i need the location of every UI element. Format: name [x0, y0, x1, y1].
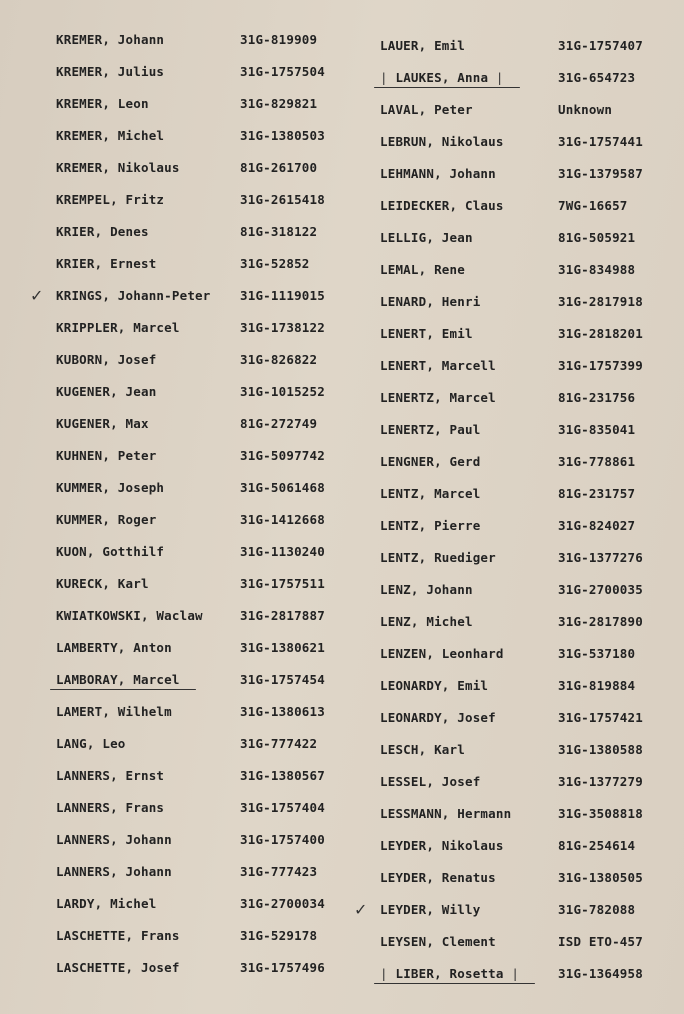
service-number: 31G-1757407: [558, 38, 643, 53]
person-name: [380, 798, 511, 830]
service-number: 31G-1757421: [558, 710, 643, 725]
list-item: [48, 312, 348, 344]
name-text: KURECK, Karl: [56, 576, 149, 591]
list-item: [48, 344, 348, 376]
name-text: KUHNEN, Peter: [56, 448, 157, 463]
name-text: LENERT, Marcell: [380, 358, 496, 373]
person-name: [380, 542, 496, 574]
name-text: KUON, Gotthilf: [56, 544, 165, 559]
checkmark-icon: ✓: [354, 900, 368, 919]
person-name: [56, 664, 180, 696]
person-name: [380, 94, 473, 126]
name-text: KREMER, Michel: [56, 128, 165, 143]
name-text: LANNERS, Frans: [56, 800, 165, 815]
left-name-column: [30, 24, 348, 984]
service-number: 31G-777423: [240, 864, 318, 879]
service-number: 31G-5097742: [240, 448, 325, 463]
service-number: 31G-2700035: [558, 582, 643, 597]
service-number: 81G-261700: [240, 160, 318, 175]
name-text: LEHMANN, Johann: [380, 166, 496, 181]
list-item: [372, 862, 672, 894]
service-number: 31G-2615418: [240, 192, 325, 207]
list-item: [372, 126, 672, 158]
list-item: [48, 696, 348, 728]
person-name: [56, 600, 203, 632]
person-name: [56, 792, 164, 824]
service-number: 31G-2818201: [558, 326, 643, 341]
list-item: [48, 376, 348, 408]
bracket-mark: |: [495, 70, 504, 85]
service-number: 31G-1380613: [240, 704, 325, 719]
list-item: [48, 216, 348, 248]
name-text: KRIPPLER, Marcel: [56, 320, 180, 335]
name-text: KRINGS, Johann-Peter: [56, 288, 211, 303]
name-text: KWIATKOWSKI, Waclaw: [56, 608, 203, 623]
service-number: 31G-2817918: [558, 294, 643, 309]
list-item: [372, 30, 672, 62]
name-text: LARDY, Michel: [56, 896, 157, 911]
person-name: [380, 30, 465, 62]
list-item: [48, 856, 348, 888]
person-name: [56, 696, 172, 728]
name-text: LEYDER, Willy: [380, 902, 481, 917]
person-name: [380, 510, 480, 542]
name-text: LAMBERTY, Anton: [56, 640, 172, 655]
name-text: KRIER, Denes: [56, 224, 149, 239]
service-number: 31G-1364958: [558, 966, 643, 981]
person-name: [380, 734, 465, 766]
list-item: [48, 152, 348, 184]
person-name: [380, 254, 465, 286]
list-item: [372, 222, 672, 254]
list-item: [372, 382, 672, 414]
service-number: 31G-1757511: [240, 576, 325, 591]
service-number: 31G-835041: [558, 422, 636, 437]
person-name: [380, 478, 480, 510]
checkmark-icon: ✓: [30, 286, 44, 305]
list-item: [48, 600, 348, 632]
person-name: [380, 414, 480, 446]
name-text: KREMER, Leon: [56, 96, 149, 111]
person-name: [380, 670, 488, 702]
person-name: [380, 126, 504, 158]
person-name: [380, 318, 473, 350]
list-item: [48, 792, 348, 824]
service-number: Unknown: [558, 102, 613, 117]
service-number: 31G-529178: [240, 928, 318, 943]
person-name: [380, 926, 496, 958]
list-item: [48, 664, 348, 696]
bracket-mark: |: [511, 966, 520, 981]
name-text: KREMPEL, Fritz: [56, 192, 165, 207]
name-text: LELLIG, Jean: [380, 230, 473, 245]
list-item: [48, 120, 348, 152]
name-text: LAUER, Emil: [380, 38, 465, 53]
service-number: 31G-1380505: [558, 870, 643, 885]
service-number: 31G-1757404: [240, 800, 325, 815]
right-name-column: [354, 30, 672, 990]
list-item: [372, 734, 672, 766]
list-item: [48, 568, 348, 600]
name-text: LENERTZ, Marcel: [380, 390, 496, 405]
service-number: 31G-1380503: [240, 128, 325, 143]
person-name: [380, 766, 480, 798]
list-item: [48, 88, 348, 120]
list-item: [372, 702, 672, 734]
list-item: [48, 472, 348, 504]
name-text: LENTZ, Pierre: [380, 518, 481, 533]
list-item: [354, 894, 672, 926]
list-item: [48, 920, 348, 952]
list-item: [372, 254, 672, 286]
list-item: [48, 824, 348, 856]
list-item: [372, 158, 672, 190]
person-name: [56, 120, 164, 152]
name-text: LANG, Leo: [56, 736, 126, 751]
person-name: [56, 888, 156, 920]
list-item: [372, 574, 672, 606]
name-text: LENARD, Henri: [380, 294, 481, 309]
person-name: [56, 472, 164, 504]
person-name: [56, 376, 156, 408]
service-number: 31G-1757400: [240, 832, 325, 847]
service-number: 31G-1757441: [558, 134, 643, 149]
service-number: 7WG-16657: [558, 198, 628, 213]
name-text: LENERT, Emil: [380, 326, 473, 341]
list-item: [372, 638, 672, 670]
service-number: 31G-1377276: [558, 550, 643, 565]
service-number: 31G-1377279: [558, 774, 643, 789]
service-number: 31G-1379587: [558, 166, 643, 181]
list-item: [372, 542, 672, 574]
person-name: [56, 312, 180, 344]
list-item: [48, 952, 348, 984]
person-name: [380, 638, 504, 670]
service-number: 31G-834988: [558, 262, 636, 277]
name-text: LEBRUN, Nikolaus: [380, 134, 504, 149]
name-text: LAUKES, Anna: [395, 70, 489, 85]
list-item: [372, 798, 672, 830]
person-name: [56, 504, 156, 536]
name-text: LENERTZ, Paul: [380, 422, 481, 437]
service-number: 31G-2700034: [240, 896, 325, 911]
list-item: [372, 286, 672, 318]
service-number: 31G-1738122: [240, 320, 325, 335]
list-item: [48, 536, 348, 568]
service-number: 81G-318122: [240, 224, 318, 239]
person-name: [380, 382, 496, 414]
service-number: 81G-231756: [558, 390, 636, 405]
service-number: 31G-1130240: [240, 544, 325, 559]
service-number: 31G-1412668: [240, 512, 325, 527]
service-number: 31G-654723: [558, 70, 636, 85]
service-number: 31G-537180: [558, 646, 636, 661]
service-number: 31G-824027: [558, 518, 636, 533]
person-name: [56, 248, 156, 280]
service-number: 81G-272749: [240, 416, 318, 431]
name-text: KREMER, Julius: [56, 64, 165, 79]
list-item: [48, 184, 348, 216]
bracket-mark: |: [380, 966, 388, 981]
name-text: LEYDER, Nikolaus: [380, 838, 504, 853]
service-number: 31G-829821: [240, 96, 318, 111]
name-text: LESSEL, Josef: [380, 774, 481, 789]
name-text: LEONARDY, Emil: [380, 678, 489, 693]
list-item: [30, 280, 348, 312]
person-name: [56, 728, 126, 760]
list-item: [48, 56, 348, 88]
list-item: [372, 926, 672, 958]
person-name: [56, 920, 180, 952]
list-item: [48, 504, 348, 536]
person-name: [380, 702, 496, 734]
service-number: 31G-1757399: [558, 358, 643, 373]
name-text: LEONARDY, Josef: [380, 710, 496, 725]
person-name: [380, 574, 473, 606]
name-text: LAVAL, Peter: [380, 102, 473, 117]
name-text: LASCHETTE, Josef: [56, 960, 180, 975]
name-text: KREMER, Johann: [56, 32, 165, 47]
person-name: [56, 952, 180, 984]
person-name: [380, 286, 480, 318]
list-item: [372, 190, 672, 222]
list-item: [48, 760, 348, 792]
list-item: [48, 24, 348, 56]
person-name: [56, 88, 149, 120]
service-number: 81G-231757: [558, 486, 636, 501]
person-name: [56, 184, 164, 216]
service-number: 31G-1380588: [558, 742, 643, 757]
person-name: [56, 56, 164, 88]
person-name: [380, 190, 504, 222]
service-number: 31G-1119015: [240, 288, 325, 303]
name-text: LEMAL, Rene: [380, 262, 465, 277]
name-text: KUMMER, Roger: [56, 512, 157, 527]
person-name: [380, 862, 496, 894]
name-text: KUBORN, Josef: [56, 352, 157, 367]
list-item: [372, 94, 672, 126]
name-text: KUGENER, Max: [56, 416, 149, 431]
name-text: LENTZ, Ruediger: [380, 550, 496, 565]
list-item: [48, 440, 348, 472]
list-item: [48, 888, 348, 920]
service-number: 31G-1380567: [240, 768, 325, 783]
name-text: LENZ, Johann: [380, 582, 473, 597]
list-item: [372, 606, 672, 638]
service-number: ISD ETO-457: [558, 934, 643, 949]
name-text: LENTZ, Marcel: [380, 486, 481, 501]
list-item: [372, 478, 672, 510]
person-name: [56, 536, 164, 568]
name-text: LANNERS, Johann: [56, 864, 172, 879]
person-name: [56, 824, 172, 856]
service-number: 31G-5061468: [240, 480, 325, 495]
service-number: 31G-819909: [240, 32, 318, 47]
person-name: [56, 440, 156, 472]
name-text: LENZ, Michel: [380, 614, 473, 629]
person-name: [380, 158, 496, 190]
service-number: 31G-778861: [558, 454, 636, 469]
name-text: KUMMER, Joseph: [56, 480, 165, 495]
list-item: [372, 318, 672, 350]
service-number: 31G-826822: [240, 352, 318, 367]
service-number: 31G-1015252: [240, 384, 325, 399]
person-name: [56, 408, 149, 440]
list-item: [372, 350, 672, 382]
person-name: [380, 222, 473, 254]
name-text: LANNERS, Johann: [56, 832, 172, 847]
person-name: [380, 606, 473, 638]
name-text: LANNERS, Ernst: [56, 768, 165, 783]
list-item: [372, 414, 672, 446]
service-number: 31G-2817890: [558, 614, 643, 629]
list-item: [48, 248, 348, 280]
person-name: [56, 632, 172, 664]
person-name: [56, 152, 180, 184]
name-text: KREMER, Nikolaus: [56, 160, 180, 175]
list-item: [372, 958, 672, 990]
service-number: 31G-819884: [558, 678, 636, 693]
name-text: KRIER, Ernest: [56, 256, 157, 271]
list-item: [372, 830, 672, 862]
list-item: [48, 408, 348, 440]
person-name: [380, 830, 504, 862]
service-number: 31G-1757496: [240, 960, 325, 975]
list-item: [48, 632, 348, 664]
name-text: LENGNER, Gerd: [380, 454, 481, 469]
list-item: [372, 670, 672, 702]
person-name: [56, 216, 149, 248]
name-text: LAMERT, Wilhelm: [56, 704, 172, 719]
service-number: 31G-777422: [240, 736, 318, 751]
list-item: [372, 766, 672, 798]
list-item: [372, 62, 672, 94]
service-number: 31G-1757504: [240, 64, 325, 79]
list-item: [372, 510, 672, 542]
service-number: 31G-52852: [240, 256, 310, 271]
name-text: LAMBORAY, Marcel: [56, 672, 180, 687]
person-name: [56, 24, 164, 56]
person-name: [380, 894, 480, 926]
person-name: [56, 760, 164, 792]
name-text: KUGENER, Jean: [56, 384, 157, 399]
name-text: LEYDER, Renatus: [380, 870, 496, 885]
person-name: [380, 958, 519, 990]
name-text: LESCH, Karl: [380, 742, 465, 757]
name-text: LIBER, Rosetta: [395, 966, 504, 981]
name-text: LEIDECKER, Claus: [380, 198, 504, 213]
person-name: [56, 568, 149, 600]
service-number: 31G-1380621: [240, 640, 325, 655]
person-name: [56, 280, 211, 312]
service-number: 31G-3508818: [558, 806, 643, 821]
name-text: LESSMANN, Hermann: [380, 806, 512, 821]
name-text: LENZEN, Leonhard: [380, 646, 504, 661]
service-number: 31G-1757454: [240, 672, 325, 687]
name-text: LEYSEN, Clement: [380, 934, 496, 949]
service-number: 31G-782088: [558, 902, 636, 917]
bracket-mark: |: [380, 70, 388, 85]
list-item: [48, 728, 348, 760]
service-number: 81G-254614: [558, 838, 636, 853]
person-name: [380, 62, 504, 94]
service-number: 31G-2817887: [240, 608, 325, 623]
name-text: LASCHETTE, Frans: [56, 928, 180, 943]
person-name: [56, 344, 156, 376]
person-name: [380, 446, 480, 478]
person-name: [380, 350, 496, 382]
list-item: [372, 446, 672, 478]
service-number: 81G-505921: [558, 230, 636, 245]
person-name: [56, 856, 172, 888]
